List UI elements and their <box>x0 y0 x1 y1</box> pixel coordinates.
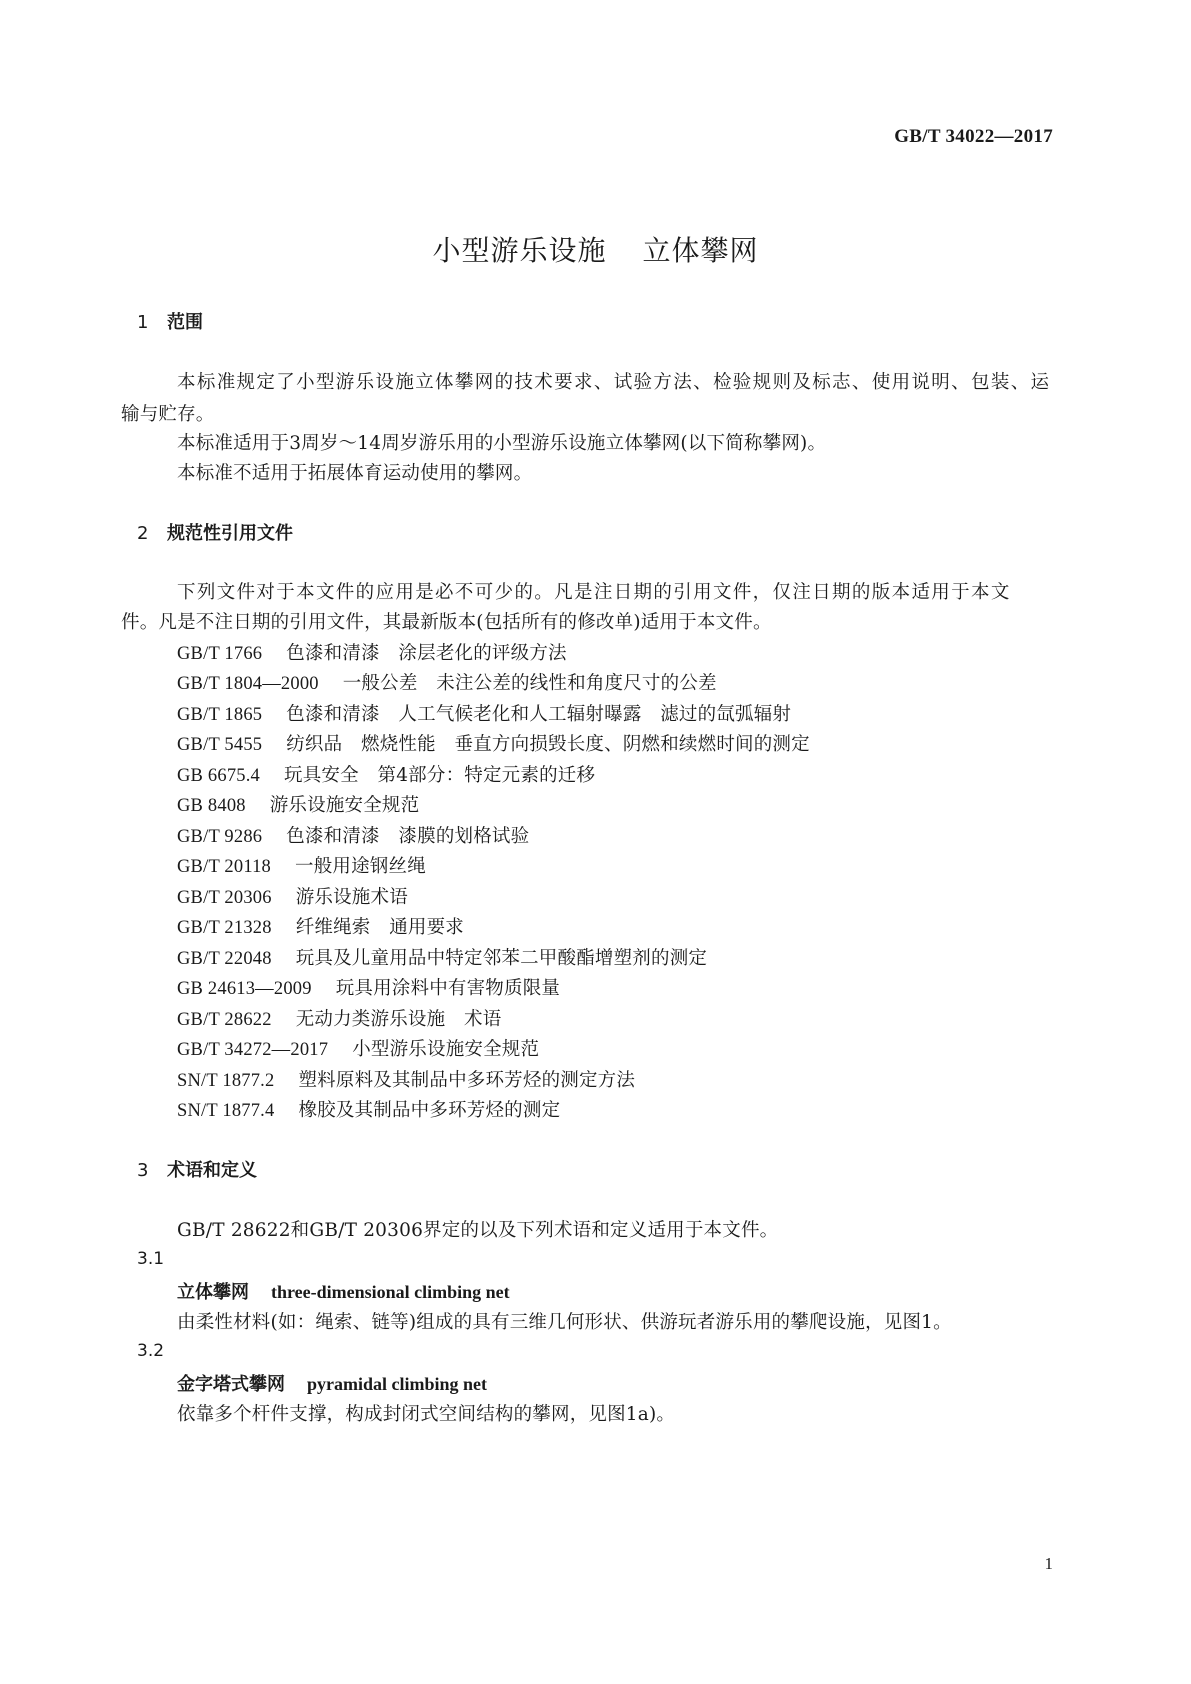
scope-paragraph-1-line-1: 本标准规定了小型游乐设施立体攀网的技术要求、试验方法、检验规则及标志、使用说明、包装、运 <box>177 372 1051 393</box>
reference-item <box>177 913 464 939</box>
reference-code: GB/T 22048 <box>177 949 272 969</box>
clause-number: 3.1 <box>137 1249 165 1269</box>
reference-item <box>177 669 717 695</box>
clause-number: 3.2 <box>137 1341 165 1361</box>
reference-code: SN/T 1877.4 <box>177 1101 275 1121</box>
scope-paragraph-1-line-2: 输与贮存。 <box>121 404 215 425</box>
section-number: 1 <box>137 312 149 333</box>
reference-code: GB/T 1804—2000 <box>177 674 319 694</box>
reference-title: 色漆和清漆 涂层老化的评级方法 <box>286 643 567 664</box>
reference-code: GB/T 5455 <box>177 735 263 755</box>
reference-code: GB 6675.4 <box>177 766 260 786</box>
reference-title: 玩具安全 第4部分：特定元素的迁移 <box>284 765 596 786</box>
reference-item <box>177 730 810 756</box>
reference-title: 纺织品 燃烧性能 垂直方向损毁长度、阴燃和续燃时间的测定 <box>286 734 810 755</box>
reference-code: GB 8408 <box>177 796 246 816</box>
reference-title: 游乐设施术语 <box>295 887 408 908</box>
reference-code: GB 24613—2009 <box>177 979 312 999</box>
term-zh: 立体攀网 <box>177 1282 249 1303</box>
reference-item <box>177 852 426 878</box>
reference-item <box>177 761 595 787</box>
reference-code: GB/T 1766 <box>177 644 263 664</box>
reference-title: 无动力类游乐设施 术语 <box>295 1009 502 1030</box>
reference-title: 色漆和清漆 漆膜的划格试验 <box>286 826 530 847</box>
reference-title: 玩具用涂料中有害物质限量 <box>335 978 561 999</box>
reference-item <box>177 1005 501 1031</box>
term-heading <box>177 1370 487 1396</box>
term-heading <box>177 1278 510 1304</box>
title-part-2: 立体攀网 <box>642 234 759 267</box>
page-number: 1 <box>1044 1554 1053 1573</box>
reference-item <box>177 1066 635 1092</box>
reference-item <box>177 1035 539 1061</box>
reference-code: GB/T 1865 <box>177 705 263 725</box>
refs-intro-line-1: 下列文件对于本文件的应用是必不可少的。凡是注日期的引用文件，仅注日期的版本适用于本文 <box>177 582 1011 603</box>
refs-intro-line-2: 件。凡是不注日期的引用文件，其最新版本(包括所有的修改单)适用于本文件。 <box>121 612 772 633</box>
section-title: 规范性引用文件 <box>167 523 293 544</box>
reference-title: 一般用途钢丝绳 <box>295 856 426 877</box>
term-en: pyramidal climbing net <box>307 1374 488 1394</box>
reference-title: 橡胶及其制品中多环芳烃的测定 <box>298 1100 561 1121</box>
terms-intro: GB/T 28622和GB/T 20306界定的以及下列术语和定义适用于本文件。 <box>177 1220 779 1241</box>
scope-paragraph-3: 本标准不适用于拓展体育运动使用的攀网。 <box>177 463 533 484</box>
reference-title: 小型游乐设施安全规范 <box>352 1039 540 1060</box>
section-number: 2 <box>137 523 149 544</box>
reference-code: GB/T 21328 <box>177 918 272 938</box>
reference-code: GB/T 20306 <box>177 888 272 908</box>
section-number: 3 <box>137 1160 149 1181</box>
reference-code: GB/T 9286 <box>177 827 263 847</box>
section-3-heading <box>137 1156 257 1182</box>
term-definition: 依靠多个杆件支撑，构成封闭式空间结构的攀网，见图1a)。 <box>177 1404 676 1425</box>
section-2-heading <box>137 519 293 545</box>
reference-code: GB/T 34272—2017 <box>177 1040 329 1060</box>
reference-title: 色漆和清漆 人工气候老化和人工辐射曝露 滤过的氙弧辐射 <box>286 704 792 725</box>
reference-item <box>177 700 791 726</box>
section-title: 范围 <box>167 312 203 333</box>
reference-item <box>177 822 529 848</box>
reference-item <box>177 639 567 665</box>
reference-item <box>177 791 419 817</box>
term-zh: 金字塔式攀网 <box>177 1374 285 1395</box>
reference-code: GB/T 28622 <box>177 1010 272 1030</box>
reference-code: GB/T 20118 <box>177 857 271 877</box>
reference-item <box>177 1096 560 1122</box>
document-title <box>0 229 1191 269</box>
term-en: three-dimensional climbing net <box>271 1282 510 1302</box>
reference-item <box>177 944 707 970</box>
reference-item <box>177 883 408 909</box>
reference-title: 游乐设施安全规范 <box>269 795 420 816</box>
scope-paragraph-2: 本标准适用于3周岁～14周岁游乐用的小型游乐设施立体攀网(以下简称攀网)。 <box>177 433 827 454</box>
standard-code: GB/T 34022—2017 <box>894 126 1053 147</box>
term-definition: 由柔性材料(如：绳索、链等)组成的具有三维几何形状、供游玩者游乐用的攀爬设施，见图1。 <box>177 1312 952 1333</box>
title-part-1: 小型游乐设施 <box>432 234 607 267</box>
reference-title: 一般公差 未注公差的线性和角度尺寸的公差 <box>342 673 717 694</box>
section-1-heading <box>137 308 203 334</box>
section-title: 术语和定义 <box>167 1160 257 1181</box>
reference-item <box>177 974 560 1000</box>
reference-title: 纤维绳索 通用要求 <box>295 917 464 938</box>
reference-title: 玩具及儿童用品中特定邻苯二甲酸酯增塑剂的测定 <box>295 948 708 969</box>
reference-code: SN/T 1877.2 <box>177 1071 275 1091</box>
reference-title: 塑料原料及其制品中多环芳烃的测定方法 <box>298 1070 636 1091</box>
